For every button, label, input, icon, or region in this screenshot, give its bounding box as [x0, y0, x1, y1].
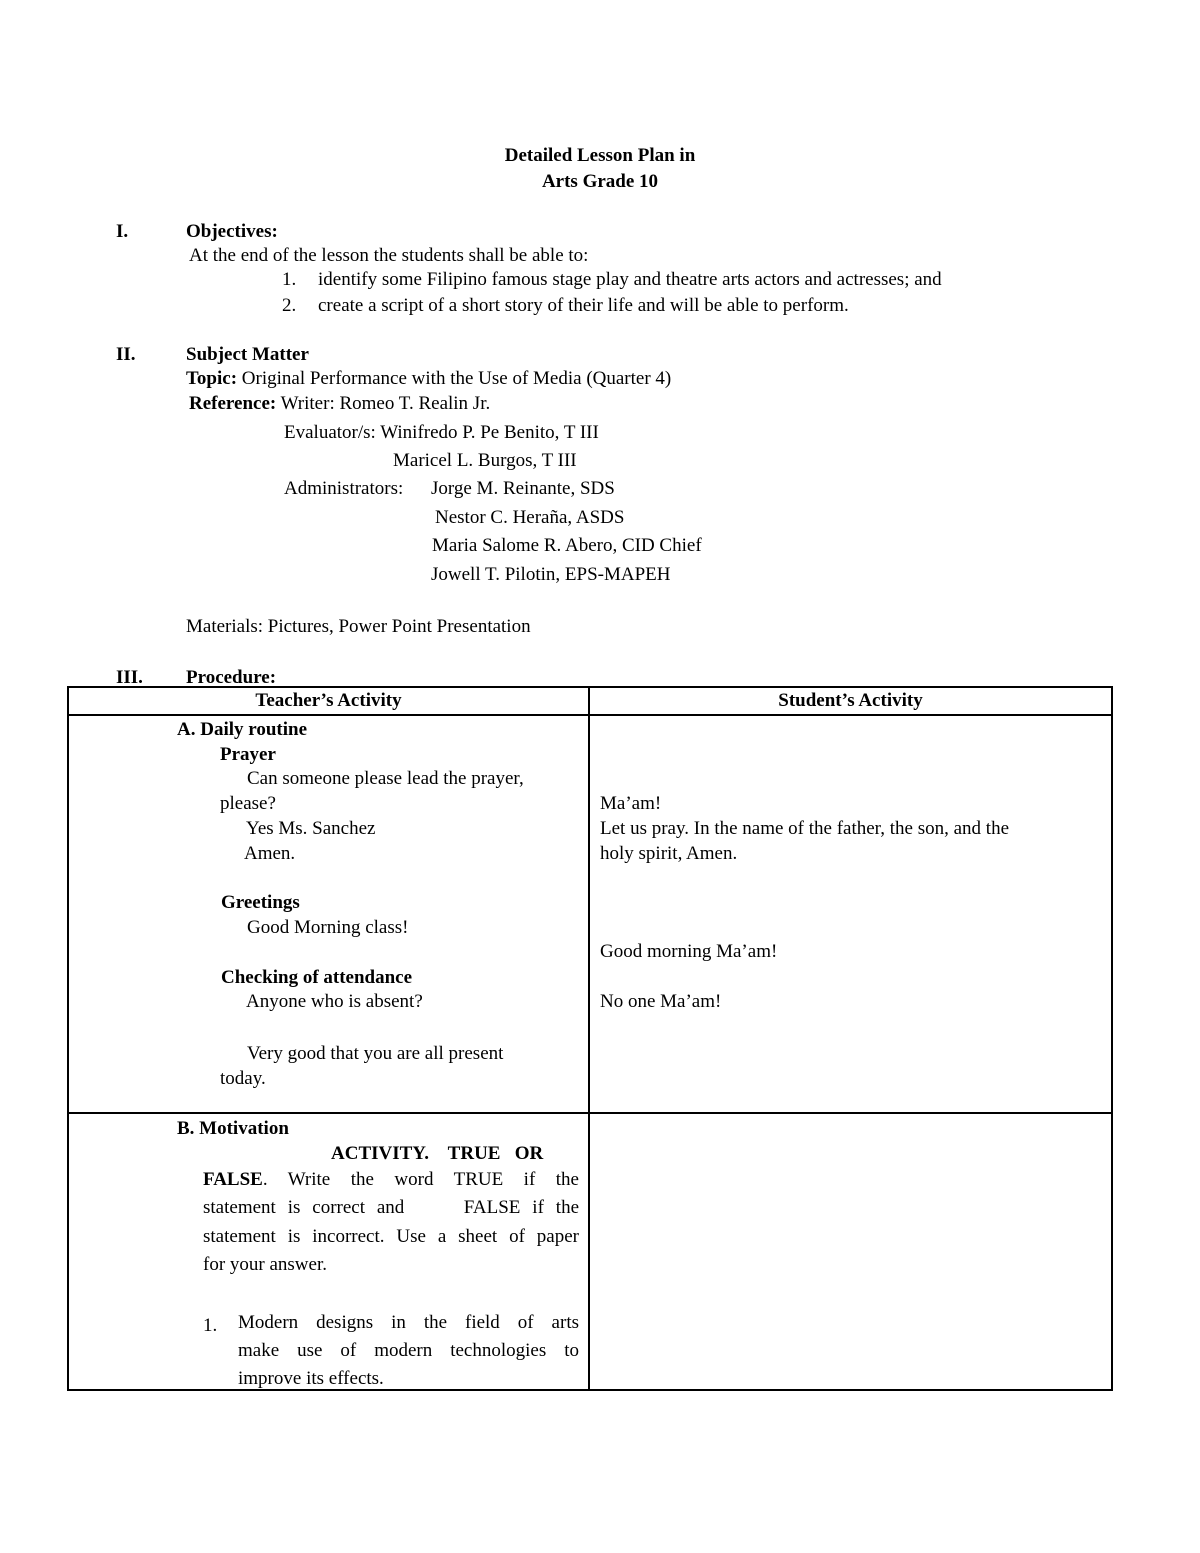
administrators-label: Administrators:	[284, 478, 404, 499]
instruction-line: statement is incorrect. Use a sheet of paper	[203, 1226, 579, 1247]
false-word: FALSE	[203, 1169, 263, 1190]
instruction-line: for your answer.	[203, 1254, 327, 1275]
teacher-line: Good Morning class!	[247, 917, 409, 938]
student-line: Ma’am!	[600, 793, 662, 814]
item-line: Modern designs in the field of arts	[238, 1312, 579, 1333]
instruction-line: statement is correct and FALSE if the	[203, 1197, 579, 1218]
objective-item: create a script of a short story of their life and will be able to perform.	[318, 295, 849, 316]
procedure-table	[67, 686, 1113, 1391]
teacher-line: Very good that you are all present	[247, 1043, 504, 1064]
attendance-heading: Checking of attendance	[221, 967, 413, 988]
student-line: holy spirit, Amen.	[600, 843, 738, 864]
prayer-heading: Prayer	[220, 744, 276, 765]
greetings-heading: Greetings	[221, 892, 300, 913]
activity-label: ACTIVITY. TRUE OR	[331, 1143, 544, 1164]
student-cell-motivation	[589, 1113, 1112, 1390]
procedure-heading: Procedure:	[186, 667, 277, 688]
subject-matter-heading: Subject Matter	[186, 344, 309, 365]
objectives-intro: At the end of the lesson the students shall be able to:	[189, 245, 589, 266]
objective-number: 2.	[282, 295, 297, 316]
column-header-student: Student’s Activity	[589, 687, 1112, 715]
teacher-line: today.	[220, 1068, 266, 1089]
reference-line	[189, 394, 490, 413]
objectives-heading: Objectives:	[186, 221, 278, 242]
objective-number: 1.	[282, 269, 297, 290]
teacher-line: please?	[220, 793, 276, 814]
teacher-line: Yes Ms. Sanchez	[246, 818, 376, 839]
instruction-text: . Write the word TRUE if the	[262, 1169, 579, 1190]
section-numeral-subject: II.	[116, 344, 136, 365]
administrator-line: Nestor C. Heraña, ASDS	[435, 507, 625, 528]
topic-value: Original Performance with the Use of Media (Quarter 4)	[241, 368, 672, 389]
table-header-row	[68, 687, 1112, 715]
column-header-teacher: Teacher’s Activity	[68, 687, 589, 715]
reference-label: Reference:	[189, 393, 277, 414]
evaluator-line: Maricel L. Burgos, T III	[393, 450, 577, 471]
administrator-line: Maria Salome R. Abero, CID Chief	[432, 535, 702, 556]
instruction-line	[203, 1166, 579, 1195]
item-line: make use of modern technologies to	[238, 1340, 579, 1361]
administrator-line: Jowell T. Pilotin, EPS-MAPEH	[431, 564, 671, 585]
teacher-line: Amen.	[244, 843, 296, 864]
administrator-line: Jorge M. Reinante, SDS	[431, 478, 615, 499]
daily-routine-heading: A. Daily routine	[177, 719, 308, 740]
teacher-cell-motivation	[68, 1113, 589, 1390]
document-title: Detailed Lesson Plan in	[504, 145, 696, 166]
teacher-line: Anyone who is absent?	[246, 991, 423, 1012]
teacher-cell-daily	[68, 715, 589, 1113]
topic-line	[186, 369, 671, 388]
item-line: improve its effects.	[238, 1368, 384, 1389]
motivation-heading: B. Motivation	[177, 1118, 289, 1139]
materials-line: Materials: Pictures, Power Point Presentation	[186, 616, 531, 637]
objective-item: identify some Filipino famous stage play and theatre arts actors and actresses; and	[318, 269, 942, 290]
evaluator-line: Evaluator/s: Winifredo P. Pe Benito, T III	[284, 422, 599, 443]
table-row	[68, 715, 1112, 1113]
table-row	[68, 1113, 1112, 1390]
topic-label: Topic:	[186, 368, 238, 389]
section-numeral-procedure: III.	[116, 667, 143, 688]
item-number: 1.	[203, 1315, 218, 1336]
student-line: Let us pray. In the name of the father, the son, and the	[600, 818, 1010, 839]
reference-writer: Writer: Romeo T. Realin Jr.	[280, 393, 491, 414]
student-cell-daily	[589, 715, 1112, 1113]
student-line: Good morning Ma’am!	[600, 941, 778, 962]
student-line: No one Ma’am!	[600, 991, 722, 1012]
section-numeral-objectives: I.	[116, 221, 129, 242]
teacher-line: Can someone please lead the prayer,	[247, 768, 524, 789]
document-subtitle: Arts Grade 10	[541, 171, 659, 192]
